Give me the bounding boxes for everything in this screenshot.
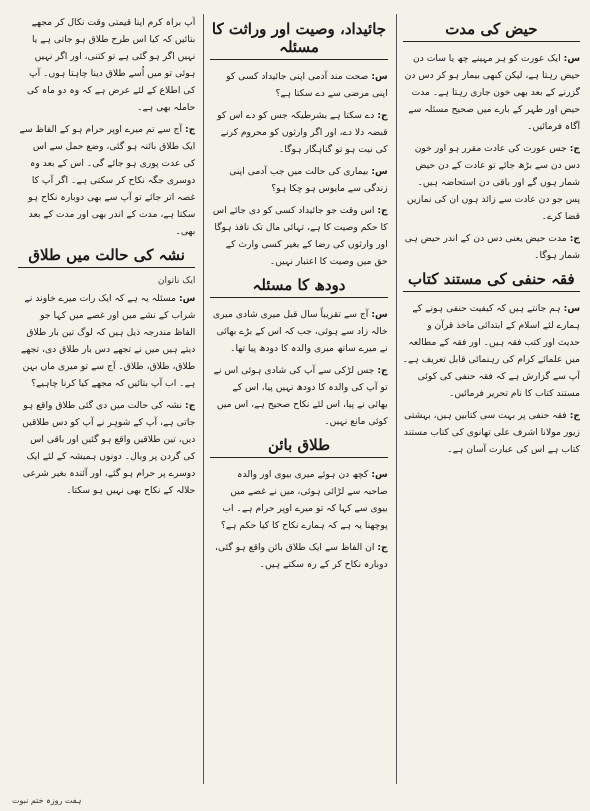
qa-entry [18,397,195,499]
qa-text: مسئلہ یہ ہے کہ ایک رات میرے خاوند نے شراب کے نشے میں اور غصے میں کہا جو الفاظ مندرجہ ذیل ہیں کہ لوگ تین بار طلاق دیتے ہیں میں نے تجھے دس بار طلاق دی، تجھے طلاق، طلاق، طلاق۔ آج سے تو میری ماں بہن ہے۔ اب آپ بتائیں کہ مجھے کیا کرنا چاہیے؟ [20,293,196,389]
qa-entry [210,68,387,102]
qa-entry [18,14,195,116]
qa-tag: س: [371,71,388,82]
page-footer: ہفت روزہ ختم نبوت [12,796,82,805]
qa-text: مدت حیض یعنی دس دن کے اندر حیض ہی شمار ہوگا۔ [404,233,580,261]
qa-text: بیماری کی حالت میں جب آدمی اپنی زندگی سے مایوس ہو چکا ہو؟ [229,166,388,194]
qa-tag: س: [371,469,388,480]
qa-tag: ج: [377,110,388,121]
qa-tag: ج: [569,410,580,421]
qa-tag: س: [371,309,388,320]
qa-text: آج سے تقریباً سال قبل میری شادی میری خالہ زاد سے ہوئی، جب کہ اس کے بڑے بھائی نے میرے ساتھ میری والدہ کا دودھ پیا تھا۔ [212,309,388,354]
qa-tag: س: [178,293,196,304]
qa-entry [210,202,387,270]
qa-tag: س: [563,53,580,64]
qa-text: کچھ دن ہوئے میری بیوی اور والدہ صاحبہ سے لڑائی ہوئی، میں نے غصے میں بیوی سے کہا کہ تو میرے اوپر حرام ہے۔ اب پوچھنا یہ ہے کہ ہمارے نکاح کا کیا حکم ہے؟ [220,469,388,531]
qa-entry [210,539,387,573]
qa-tag: ج: [185,400,196,411]
qa-entry [210,362,387,430]
author-label: ایک ناتوان [157,276,196,286]
qa-entry [403,140,580,225]
qa-entry [403,407,580,458]
qa-text: دے سکتا ہے بشرطیکہ جس کو دے اس کو قبضہ دلا دے، اور اگر وارثوں کو محروم کرنے کی نیت ہو تو گناہگار ہوگا۔ [217,110,388,155]
qa-text: نشہ کی حالت میں دی گئی طلاق واقع ہو جاتی ہے، آپ کے شوہر نے آپ کو دس طلاقیں دیں، تین طلاقیں واقع ہو گئیں اور باقی اس کی گردن پر وبال۔ دونوں ہمیشہ کے لئے ایک دوسرے پر حرام ہو گئے، اور آئندہ بغیر شرعی حلالہ کے نکاح بھی نہیں ہو سکتا۔ [22,400,196,496]
qa-entry [210,466,387,534]
qa-text: ہم جانتے ہیں کہ کیفیت حنفی ہونے کے ہمارے لئے اسلام کے ابتدائی ماخذ قرآن و حدیث اور کتب فقہ ہیں۔ اور فقہ کے مطالعہ میں علمائے کرام کی رہنمائی قابل تعریف ہے۔ آپ سے گزارش ہے کہ فقہ حنفی کی کوئی مستند کتاب کا نام تحریر فرمائیں۔ [402,303,580,399]
qa-text: ان الفاظ سے ایک طلاق بائن واقع ہو گئی، دوبارہ نکاح کر کے رہ سکتے ہیں۔ [215,542,388,570]
qa-entry [403,50,580,135]
section-title: نشہ کی حالت میں طلاق [18,246,195,268]
section-title: جائیداد، وصیت اور وراثت کا مسئلہ [210,20,387,60]
column-2 [203,14,387,784]
qa-entry [18,290,195,392]
columns-container [12,14,580,784]
section-title: فقہ حنفی کی مستند کتاب [403,270,580,292]
qa-text: اس وقت جو جائیداد کسی کو دی جائے اس کا حکم وصیت کا ہے، تہائی مال تک نافذ ہوگا اور وارثوں کی رضا کے بغیر کسی وارث کے حق میں وصیت کا اعتبار نہیں۔ [212,205,388,267]
qa-entry [210,163,387,197]
qa-tag: س: [371,166,388,177]
section-title: حیض کی مدت [403,20,580,42]
qa-tag: ج: [185,124,196,135]
qa-text: جس لڑکی سے آپ کی شادی ہوئی اس نے تو آپ کی والدہ کا دودھ نہیں پیا، اس کے بھائی نے پیا، اس لئے نکاح صحیح ہے، اس میں کوئی مانع نہیں۔ [213,365,388,427]
qa-entry [403,300,580,402]
qa-entry [403,230,580,264]
qa-entry [210,306,387,357]
column-1 [396,14,580,784]
qa-text: ایک عورت کو ہر مہینے چھ یا سات دن حیض رہتا ہے، لیکن کبھی بیمار ہو کر دس دن گزرنے کے بعد بھی خون جاری رہتا ہے۔ مدت حیض اور طہر کے بارے میں صحیح مسئلہ سے آگاہ فرمائیں۔ [404,53,580,132]
qa-entry [18,121,195,240]
qa-text: آپ براہ کرم اپنا قیمتی وقت نکال کر مجھے بتائیں کہ کیا اس طرح طلاق ہو جاتی ہے یا نہیں اگر ہو گئی ہے تو کتنی، اور اگر نہیں ہوئی تو میں اُسے طلاق دینا چاہتا ہوں۔ آپ کی اطلاع کے لئے عرض ہے کہ وہ دو ماہ کی حاملہ بھی ہے۔ [26,17,196,113]
qa-tag: س: [563,303,580,314]
column-3 [12,14,195,784]
qa-text: جس عورت کی عادت مقرر ہو اور خون دس دن سے بڑھ جائے تو عادت کے دن حیض شمار ہوں گے اور باقی دن استحاضہ ہیں۔ پس جو دن عادت سے زائد ہوں ان کی نمازیں قضا کرے۔ [406,143,580,222]
qa-tag: ج: [569,233,580,244]
section-title: دودھ کا مسئلہ [210,276,387,298]
qa-tag: ج: [377,542,388,553]
qa-text: صحت مند آدمی اپنی جائیداد کسی کو اپنی مرضی سے دے سکتا ہے؟ [226,71,388,99]
qa-tag: ج: [377,365,388,376]
qa-entry [210,107,387,158]
qa-tag: ج: [569,143,580,154]
section-title: طلاق بائن [210,436,387,458]
qa-tag: ج: [377,205,388,216]
qa-text: آج سے تم میرے اوپر حرام ہو کے الفاظ سے ایک طلاق بائنہ ہو گئی، وضع حمل سے اس کی عدت پوری ہو جائے گی۔ اس کے بعد وہ دوسری جگہ نکاح کر سکتی ہے۔ اگر آپ کا غصہ اتر جائے تو آپ سے بھی دوبارہ نکاح ہو سکتا ہے، مدت کے اندر بھی اور مدت کے بعد بھی۔ [19,124,196,237]
qa-text: فقہ حنفی پر بہت سی کتابیں ہیں، بہشتی زیور مولانا اشرف علی تھانوی کی کتاب مستند کتاب ہے اس کی عبارت آسان ہے۔ [403,410,580,455]
